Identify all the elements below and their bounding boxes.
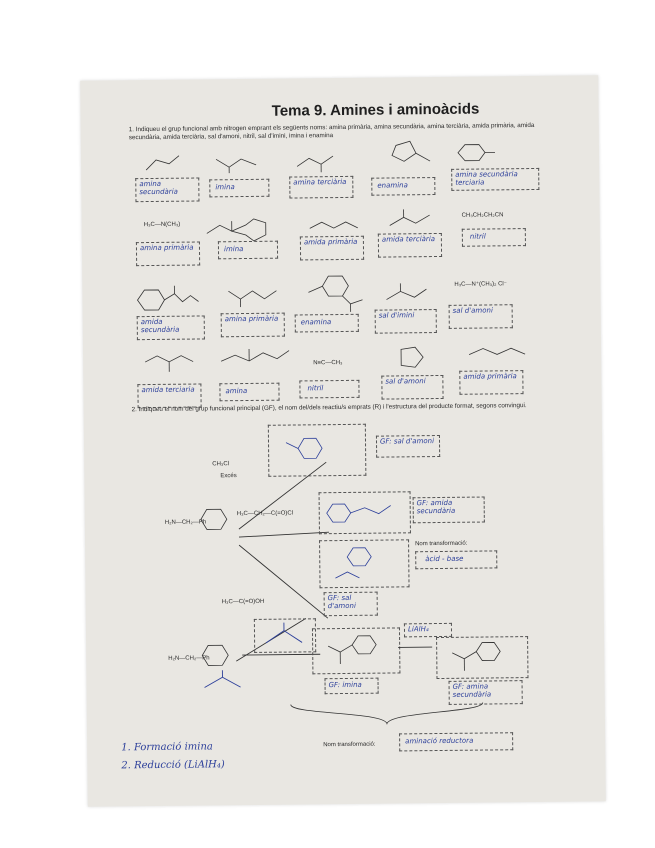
- amine-1-formula: H₂N—CH₂—Ph: [164, 519, 207, 526]
- amine-1-ring: [197, 503, 237, 539]
- molecule-r2c2: [202, 213, 272, 244]
- answer-r4c4: sal d'amoni: [385, 377, 426, 386]
- molecule-r3c3: [294, 270, 374, 315]
- answer-r1c3: amina terciària: [293, 177, 347, 187]
- handwritten-acetone: [198, 669, 258, 696]
- answer-r1c1: amina secundària: [139, 179, 178, 197]
- reagent-lialh4: LiAlH₄: [407, 625, 429, 634]
- answer-r3c4: sal d'imini: [378, 311, 415, 320]
- worksheet-page: [80, 75, 606, 806]
- nom-transf-1: àcid - base: [425, 554, 464, 564]
- molecule-r3c4: [380, 277, 440, 310]
- product-imine: [318, 631, 398, 670]
- formula-r3c5: H₃C—N⁺(CH₃)₂ Cl⁻: [454, 281, 507, 288]
- answer-r4c3: nitril: [307, 384, 324, 393]
- nom-transf-label-1: Nom transformació:: [415, 540, 468, 548]
- gf-label-1: GF: sal d'amoni: [379, 437, 435, 446]
- molecule-r4c2: [215, 342, 295, 371]
- answer-r4c1: amida terciaria: [141, 385, 195, 395]
- reagent-ch3cl: CH₃Cl: [212, 461, 230, 468]
- molecule-r2c4: [382, 207, 442, 236]
- formula-r4c3: N≡C—CH₃: [313, 360, 343, 367]
- answer-r3c5: sal d'amoni: [452, 306, 493, 315]
- product-secondary-amine: [442, 638, 522, 675]
- molecule-r3c1: [132, 279, 207, 318]
- molecule-r1c5: [453, 138, 503, 169]
- gf-label-3: GF: sal d'amoni: [327, 593, 356, 611]
- answer-r3c3: enamina: [300, 318, 332, 327]
- answer-r1c5: amina secundària terciaria: [455, 170, 518, 187]
- answer-r3c2: amina primària: [224, 314, 279, 324]
- handwritten-note-2: 2. Reducció (LiAlH₄): [121, 759, 225, 772]
- answer-r2c2: imina: [223, 245, 244, 254]
- handwritten-note-1: 1. Formació imina: [121, 741, 213, 754]
- question-1-text: 1. Indiqueu el grup funcional amb nitrogen emprant els següents noms: amina primària, amina secundària, amina terciària, amida primària, amida secundària, amida terciària, sal d'amoni, nitril, sal d'imini, imina i enamina: [128, 121, 535, 142]
- amine-2-formula: H₂N—CH₂—Ph: [168, 655, 210, 662]
- nom-transf-2: aminació reductora: [405, 736, 474, 746]
- answer-r2c5: nitril: [469, 232, 486, 241]
- answer-r2c3: amida primària: [303, 237, 358, 247]
- gf-label-2: GF: amida secundària: [416, 498, 456, 516]
- gf-label-5: GF: amina secundària: [452, 682, 492, 699]
- molecule-r4c4: [393, 341, 433, 373]
- question-2-text: 2. Indiqueu el nom del grup funcional principal (GF), el nom del/dels reactiu/s emprats (R) i l'estructura del producte format, segons convingui.: [131, 402, 527, 414]
- answer-r4c5: amida primària: [463, 372, 517, 381]
- answer-r2c4: amida terciària: [381, 235, 436, 244]
- molecule-r4c5: [463, 342, 533, 363]
- formula-r2c5: CH₃CH₂CH₂CN: [461, 212, 504, 219]
- page-title: Tema 9. Amines i aminoàcids: [271, 100, 480, 120]
- reagent-acyl-chloride: H₃C—CH₂—C(=O)Cl: [236, 510, 294, 518]
- nom-transf-label-2: Nom transformació:: [323, 741, 376, 749]
- formula-r2c1: H₃C—N(CH₃): [143, 221, 181, 229]
- molecule-r1c1: [141, 148, 191, 179]
- molecule-r2c3: [304, 218, 364, 235]
- molecule-r1c2: [211, 149, 261, 178]
- molecule-r1c3: [291, 142, 346, 175]
- reagent-exces: Excés: [220, 473, 237, 480]
- molecule-r1c4: [386, 137, 436, 178]
- product-amide: [325, 495, 405, 530]
- bracket: [287, 699, 487, 731]
- reagent-acetic-acid: H₃C—C(=O)OH: [221, 598, 265, 606]
- answer-r4c2: amina: [225, 387, 248, 396]
- carbonyl-structure: [258, 620, 312, 649]
- gf-label-4: GF: imina: [328, 680, 362, 690]
- answer-r2c1: amina primària: [139, 243, 194, 253]
- answer-r3c1: amida secundària: [140, 317, 180, 335]
- molecule-r3c2: [222, 281, 282, 312]
- product-acidbase-salt: [325, 543, 405, 582]
- answer-r1c2: imina: [215, 183, 235, 192]
- answer-r1c4: enamina: [377, 181, 408, 190]
- molecule-r4c1: [139, 346, 199, 377]
